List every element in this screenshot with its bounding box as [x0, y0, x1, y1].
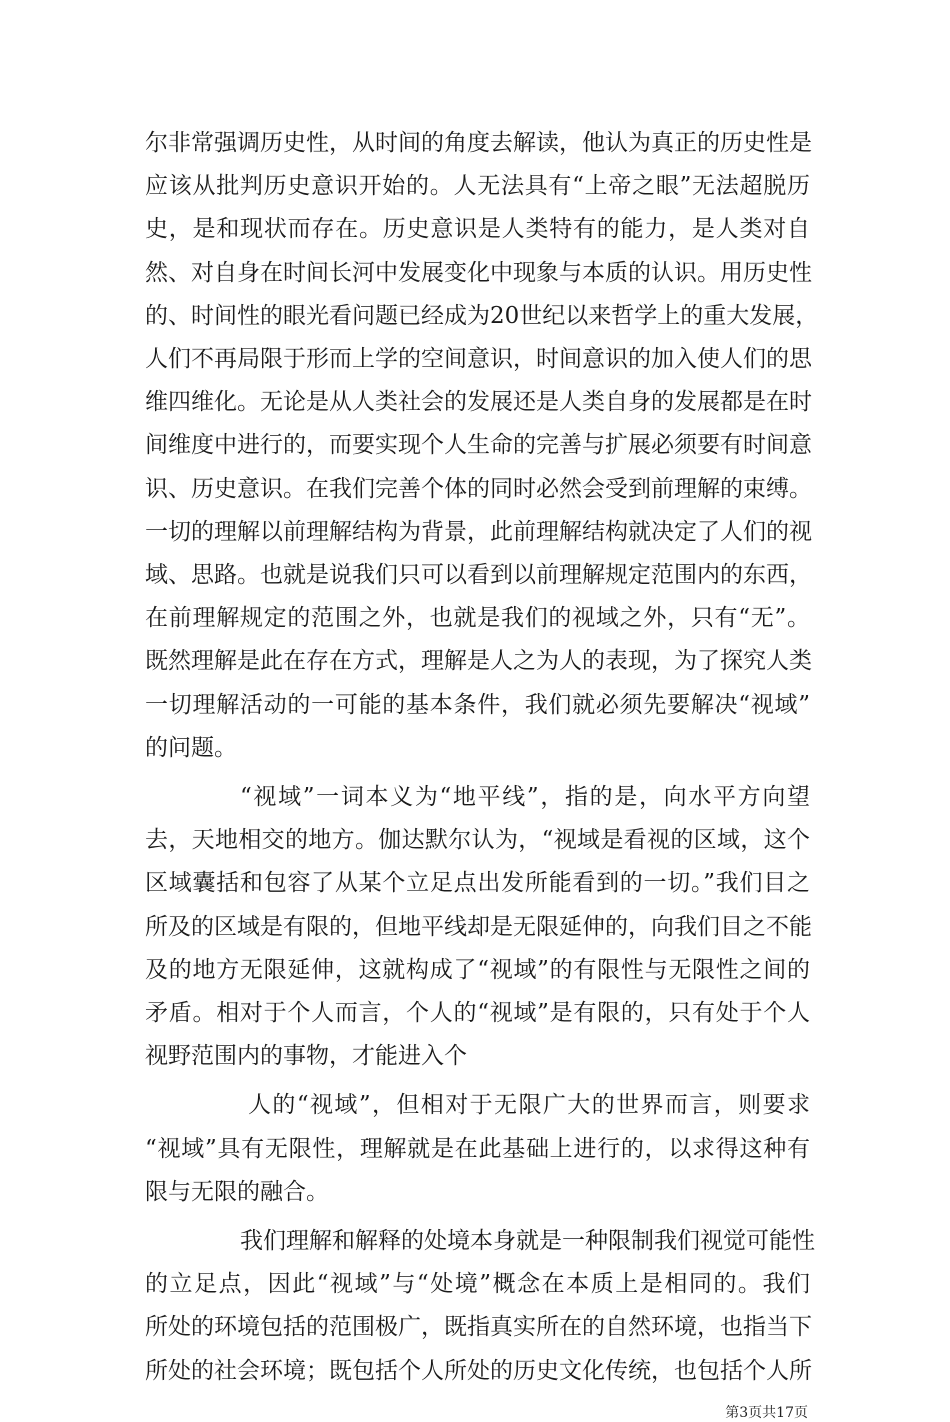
text-line: 人们不再局限于形而上学的空间意识，时间意识的加入使人们的思	[145, 346, 812, 372]
text-line: “视域”具有无限性，理解就是在此基础上进行的，以求得这种有	[145, 1136, 810, 1162]
text-line: 在前理解规定的范围之外，也就是我们的视域之外，只有“无”。	[145, 605, 810, 631]
text-line: 视野范围内的事物，才能进入个	[145, 1043, 467, 1069]
text-line: “视域”一词本义为“地平线”，指的是，向水平方向望	[240, 784, 810, 810]
text-line: 的、时间性的眼光看问题已经成为20世纪以来哲学上的重大发展，	[145, 303, 819, 329]
text-line: 所处的环境包括的范围极广，既指真实所在的自然环境，也指当下	[145, 1314, 812, 1340]
text-line: 间维度中进行的，而要实现个人生命的完善与扩展必须要有时间意	[145, 432, 812, 458]
text-line: 尔非常强调历史性，从时间的角度去解读，他认为真正的历史性是	[145, 130, 812, 156]
text-line: 识、历史意识。在我们完善个体的同时必然会受到前理解的束缚。	[145, 476, 812, 502]
page-number-footer: 第3页共17页	[725, 1405, 808, 1421]
text-line: 所处的社会环境；既包括个人所处的历史文化传统，也包括个人所	[145, 1358, 812, 1384]
text-line: 既然理解是此在存在方式，理解是人之为人的表现，为了探究人类	[145, 648, 812, 674]
text-line: 史，是和现状而存在。历史意识是人类特有的能力，是人类对自	[145, 216, 810, 242]
text-line: 维四维化。无论是从人类社会的发展还是人类自身的发展都是在时	[145, 389, 812, 415]
text-line: 应该从批判历史意识开始的。人无法具有“上帝之眼”无法超脱历	[145, 173, 810, 199]
text-line: 的立足点，因此“视域”与“处境”概念在本质上是相同的。我们	[145, 1271, 810, 1297]
text-line: 的问题。	[145, 735, 237, 761]
text-line: 人的“视域”，但相对于无限广大的世界而言，则要求	[248, 1092, 810, 1118]
text-line: 所及的区域是有限的，但地平线却是无限延伸的，向我们目之不能	[145, 914, 812, 940]
text-line: 一切理解活动的一可能的基本条件，我们就必须先要解决“视域”	[145, 692, 810, 718]
text-line: 我们理解和解释的处境本身就是一种限制我们视觉可能性	[240, 1228, 815, 1254]
text-line: 及的地方无限延伸，这就构成了“视域”的有限性与无限性之间的	[145, 957, 810, 983]
text-line: 域、思路。也就是说我们只可以看到以前理解规定范围内的东西，	[145, 562, 812, 588]
text-line: 一切的理解以前理解结构为背景，此前理解结构就决定了人们的视	[145, 519, 812, 545]
text-line: 限与无限的融合。	[145, 1179, 329, 1205]
text-line: 矛盾。相对于个人而言，个人的“视域”是有限的，只有处于个人	[145, 1000, 810, 1026]
text-line: 然、对自身在时间长河中发展变化中现象与本质的认识。用历史性	[145, 260, 812, 286]
text-line: 去，天地相交的地方。伽达默尔认为，“视域是看视的区域，这个	[145, 827, 810, 853]
text-line: 区域囊括和包容了从某个立足点出发所能看到的一切。”我们目之	[145, 870, 810, 896]
